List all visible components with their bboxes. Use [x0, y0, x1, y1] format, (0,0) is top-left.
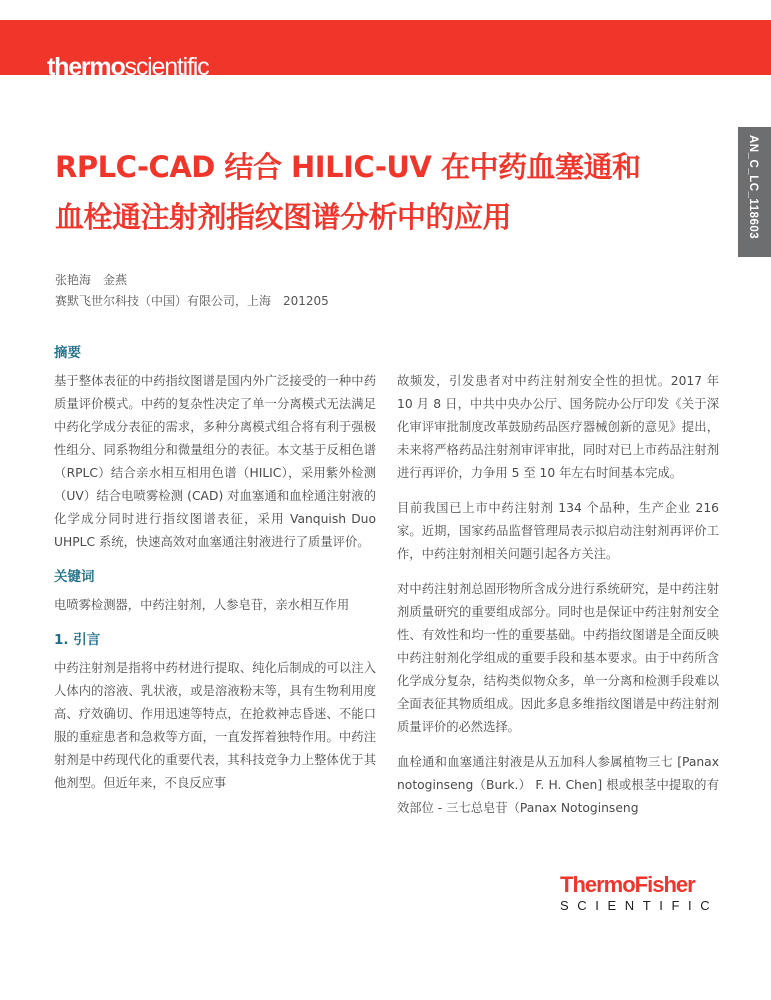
right-column [397, 370, 719, 832]
keywords-text: 电喷雾检测器，中药注射剂，人参皂苷，亲水相互作用 [54, 598, 350, 612]
intro-text: 中药注射剂是指将中药材进行提取、纯化后制成的可以注入人体内的溶液、乳状液，或是溶液粉末等，具有生物利用度高、疗效确切、作用迅速等特点，在抢救神志昏迷、不能口服的重症患者和急救等方面，一直发挥着独特作用。中药注射剂是中药现代化的重要代表，其科技竞争力上整体优于其他剂型。但近年来，不良反应事 [54, 661, 376, 790]
paragraph: 对中药注射剂总固形物所含成分进行系统研究，是中药注射剂质量研究的重要组成部分。同时也是保证中药注射剂安全性、有效性和均一性的重要基础。中药指纹图谱是全面反映中药注射剂化学组成的重要手段和基本要求。由于中药所含化学成分复杂，结构类似物众多，单一分离和检测手段难以全面表征其物质组成。因此多息多维指纹图谱是中药注射剂质量评价的必然选择。 [397, 582, 719, 734]
intro-heading: 1. 引言 [54, 632, 101, 648]
thermo-scientific-logo [47, 53, 208, 82]
page-title [55, 142, 735, 242]
keywords-heading: 关键词 [54, 569, 95, 585]
logo-light: scientific [124, 53, 209, 81]
author-affiliation: 赛默飞世尔科技（中国）有限公司，上海 201205 [55, 294, 329, 308]
paragraph: 血栓通和血塞通注射液是从五加科人参属植物三七 [Panax notoginseng（Burk.） F. H. Chen] 根或根茎中提取的有效部位 - 三七总皂苷（Panax Notoginseng [397, 755, 719, 815]
document-id: AN_C_LC_118603 [747, 135, 759, 240]
paragraph: 目前我国已上市中药注射剂 134 个品种，生产企业 216 家。近期，国家药品监督管理局表示拟启动注射剂再评价工作，中药注射剂相关问题引起各方关注。 [397, 501, 719, 561]
authors-block [55, 270, 329, 312]
title-line-1: RPLC-CAD 结合 HILIC-UV 在中药血塞通和 [55, 150, 641, 184]
author-names: 张艳海 金燕 [55, 273, 128, 287]
title-line-2: 血栓通注射剂指纹图谱分析中的应用 [55, 200, 512, 234]
paragraph: 故频发，引发患者对中药注射剂安全性的担忧。2017 年 10 月 8 日，中共中央办公厅、国务院办公厅印发《关于深化审评审批制度改革鼓励药品医疗器械创新的意见》提出，未来将严格药品注射剂审评审批，同时对已上市药品注射剂进行再评价，力争用 5 至 10 年左右时间基本完成。 [397, 374, 719, 480]
left-column [54, 342, 376, 807]
header-band [0, 20, 771, 81]
thermo-fisher-logo [560, 874, 718, 913]
abstract-text: 基于整体表征的中药指纹图谱是国内外广泛接受的一种中药质量评价模式。中药的复杂性决定了单一分离模式无法满足中药化学成分表征的需求，多种分离模式组合将有利于强极性组分、同系物组分和微量组分的表征。本文基于反相色谱（RPLC）结合亲水相互相用色谱（HILIC），采用紫外检测（UV）结合电喷雾检测 (CAD) 对血塞通和血栓通注射液的化学成分同时进行指纹图谱表征，采用 Vanquish Duo UHPLC 系统，快速高效对血塞通注射液进行了质量评价。 [54, 374, 376, 549]
abstract-heading: 摘要 [54, 345, 81, 361]
logo-brand: ThermoFisher [560, 872, 695, 897]
logo-sub: SCIENTIFIC [560, 898, 719, 913]
logo-bold: thermo [47, 53, 125, 81]
document-id-tab [738, 127, 771, 257]
